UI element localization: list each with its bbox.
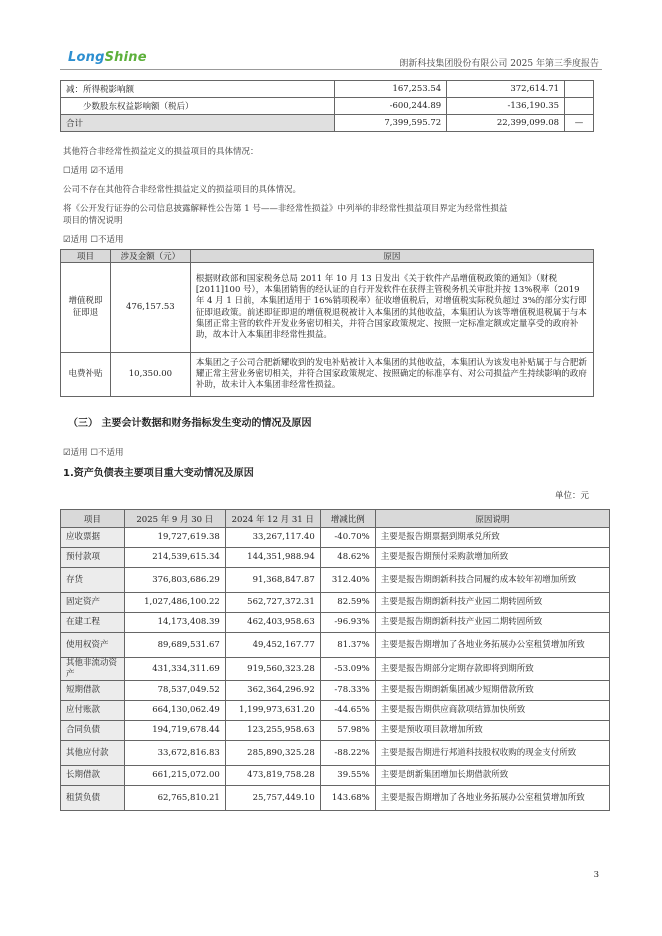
recurring-items-table <box>60 249 594 397</box>
value-2025-cell: 14,173,408.39 <box>124 613 225 633</box>
table-row <box>61 98 594 115</box>
value-2025-cell: 664,130,062.49 <box>124 701 225 721</box>
cell-value: 7,399,595.72 <box>335 115 447 132</box>
change-pct-cell: 48.62% <box>320 548 375 568</box>
row-label: 合计 <box>61 115 335 132</box>
change-pct-cell: 312.40% <box>320 568 375 593</box>
applicable-checkbox-line: ☑适用 ☐不适用 <box>63 448 124 458</box>
table-header-row <box>61 510 610 528</box>
table-row <box>61 263 594 353</box>
change-pct-cell: 82.59% <box>320 593 375 613</box>
reason-cell: 主要是报告期预付采购款增加所致 <box>375 548 609 568</box>
table-row <box>61 681 610 701</box>
section-title: （三） 主要会计数据和财务指标发生变动的情况及原因 <box>68 418 312 429</box>
reason-cell: 主要是报告期增加了各地业务拓展办公室租赁增加所致 <box>375 786 609 811</box>
logo-main: Long <box>68 50 105 65</box>
applicable-checkbox-line: ☐适用 ☑不适用 <box>63 166 124 176</box>
change-pct-cell: 143.68% <box>320 786 375 811</box>
column-header: 2024 年 12 月 31 日 <box>225 510 320 528</box>
item-cell: 存货 <box>61 568 125 593</box>
item-cell: 应付账款 <box>61 701 125 721</box>
value-2024-cell: 562,727,372.31 <box>225 593 320 613</box>
value-2024-cell: 919,560,323.28 <box>225 658 320 681</box>
amount-cell: 476,157.53 <box>110 263 190 353</box>
item-cell: 预付款项 <box>61 548 125 568</box>
change-pct-cell: -78.33% <box>320 681 375 701</box>
column-header: 项目 <box>61 510 125 528</box>
value-2024-cell: 25,757,449.10 <box>225 786 320 811</box>
value-2025-cell: 1,027,486,100.22 <box>124 593 225 613</box>
cell-value <box>565 81 594 98</box>
value-2024-cell: 144,351,988.94 <box>225 548 320 568</box>
cell-value: -136,190.35 <box>447 98 565 115</box>
value-2025-cell: 19,727,619.38 <box>124 528 225 548</box>
item-cell: 长期借款 <box>61 766 125 786</box>
change-pct-cell: -40.70% <box>320 528 375 548</box>
table-row <box>61 593 610 613</box>
row-label: 减：所得税影响额 <box>61 81 335 98</box>
reason-cell: 主要是报告期朗新集团减少短期借款所致 <box>375 681 609 701</box>
item-cell: 增值税即征即退 <box>61 263 111 353</box>
cell-value: — <box>565 115 594 132</box>
report-title: 朗新科技集团股份有限公司 2025 年第三季度报告 <box>399 59 599 69</box>
applicable-checkbox-line: ☑适用 ☐不适用 <box>63 235 124 245</box>
value-2025-cell: 376,803,686.29 <box>124 568 225 593</box>
column-header: 项目 <box>61 250 111 263</box>
row-label: 少数股东权益影响额（税后） <box>61 98 335 115</box>
item-cell: 其他非流动资产 <box>61 658 125 681</box>
value-2024-cell: 462,403,958.63 <box>225 613 320 633</box>
cell-value: -600,244.89 <box>335 98 447 115</box>
header-divider <box>60 69 602 70</box>
reason-cell: 主要是报告期朗新科技产业园二期转固所致 <box>375 593 609 613</box>
value-2024-cell: 473,819,758.28 <box>225 766 320 786</box>
reason-cell: 主要是预收项目款增加所致 <box>375 721 609 741</box>
item-cell: 租赁负债 <box>61 786 125 811</box>
value-2025-cell: 78,537,049.52 <box>124 681 225 701</box>
table-row <box>61 766 610 786</box>
column-header: 增减比例 <box>320 510 375 528</box>
value-2024-cell: 33,267,117.40 <box>225 528 320 548</box>
item-cell: 在建工程 <box>61 613 125 633</box>
value-2025-cell: 62,765,810.21 <box>124 786 225 811</box>
value-2024-cell: 1,199,973,631.20 <box>225 701 320 721</box>
table-row <box>61 741 610 766</box>
change-pct-cell: -96.93% <box>320 613 375 633</box>
table-row <box>61 353 594 397</box>
logo-accent: Shine <box>104 50 147 65</box>
reason-cell: 主要是报告期供应商款项结算加快所致 <box>375 701 609 721</box>
cell-value: 167,253.54 <box>335 81 447 98</box>
table-row <box>61 786 610 811</box>
reason-cell: 主要是报告期票据到期承兑所致 <box>375 528 609 548</box>
table-row <box>61 528 610 548</box>
company-logo <box>68 50 147 65</box>
balance-sheet-changes-table <box>60 509 610 811</box>
amount-cell: 10,350.00 <box>110 353 190 397</box>
change-pct-cell: -53.09% <box>320 658 375 681</box>
item-cell: 其他应付款 <box>61 741 125 766</box>
reason-cell: 主要是报告期增加了各地业务拓展办公室租赁增加所致 <box>375 633 609 658</box>
nonrecurring-summary-table <box>60 80 594 132</box>
table-row <box>61 568 610 593</box>
change-pct-cell: -88.22% <box>320 741 375 766</box>
reason-cell: 主要是报告期朗新科技合同履约成本较年初增加所致 <box>375 568 609 593</box>
change-pct-cell: 81.37% <box>320 633 375 658</box>
change-pct-cell: 39.55% <box>320 766 375 786</box>
table-row <box>61 658 610 681</box>
table-row <box>61 548 610 568</box>
reason-cell: 主要是报告期部分定期存款即将到期所致 <box>375 658 609 681</box>
paragraph: 公司不存在其他符合非经常性损益定义的损益项目的具体情况。 <box>63 185 302 195</box>
change-pct-cell: 57.98% <box>320 721 375 741</box>
table-row <box>61 81 594 98</box>
value-2025-cell: 33,672,816.83 <box>124 741 225 766</box>
paragraph: 项目的情况说明 <box>63 216 123 226</box>
reason-cell: 主要是朗新集团增加长期借款所致 <box>375 766 609 786</box>
table-row <box>61 115 594 132</box>
paragraph: 将《公开发行证券的公司信息披露解释性公告第 1 号——非经常性损益》中列举的非经常性损益项目界定为经常性损益 <box>63 204 508 214</box>
table-row <box>61 701 610 721</box>
cell-value <box>565 98 594 115</box>
change-pct-cell: -44.65% <box>320 701 375 721</box>
subsection-title: 1.资产负债表主要项目重大变动情况及原因 <box>63 468 254 479</box>
table-row <box>61 613 610 633</box>
value-2024-cell: 91,368,847.87 <box>225 568 320 593</box>
value-2025-cell: 214,539,615.34 <box>124 548 225 568</box>
value-2024-cell: 123,255,958.63 <box>225 721 320 741</box>
value-2025-cell: 661,215,072.00 <box>124 766 225 786</box>
column-header: 原因 <box>190 250 593 263</box>
value-2024-cell: 285,890,325.28 <box>225 741 320 766</box>
item-cell: 固定资产 <box>61 593 125 613</box>
column-header: 原因说明 <box>375 510 609 528</box>
value-2025-cell: 89,689,531.67 <box>124 633 225 658</box>
column-header: 2025 年 9 月 30 日 <box>124 510 225 528</box>
column-header: 涉及金额（元） <box>110 250 190 263</box>
page-number: 3 <box>593 870 599 880</box>
item-cell: 电费补贴 <box>61 353 111 397</box>
item-cell: 短期借款 <box>61 681 125 701</box>
table-row <box>61 721 610 741</box>
table-row <box>61 633 610 658</box>
paragraph: 其他符合非经常性损益定义的损益项目的具体情况： <box>63 147 259 157</box>
value-2024-cell: 362,364,296.92 <box>225 681 320 701</box>
value-2024-cell: 49,452,167.77 <box>225 633 320 658</box>
reason-cell: 本集团之子公司合肥新耀收到的发电补贴被计入本集团的其他收益，本集团认为该发电补贴属于与合肥新耀正常主营业务密切相关，并符合国家政策规定、按照确定的标准享有、对公司损益产生持续影响的政府补助，故未计入本集团非经常性损益。 <box>190 353 593 397</box>
reason-cell: 主要是报告期朗新科技产业园二期转固所致 <box>375 613 609 633</box>
cell-value: 372,614.71 <box>447 81 565 98</box>
unit-label: 单位：元 <box>554 491 589 501</box>
value-2025-cell: 194,719,678.44 <box>124 721 225 741</box>
table-header-row <box>61 250 594 263</box>
item-cell: 使用权资产 <box>61 633 125 658</box>
item-cell: 合同负债 <box>61 721 125 741</box>
reason-cell: 主要是报告期进行邦道科技股权收购的现金支付所致 <box>375 741 609 766</box>
value-2025-cell: 431,334,311.69 <box>124 658 225 681</box>
item-cell: 应收票据 <box>61 528 125 548</box>
reason-cell: 根据财政部和国家税务总局 2011 年 10 月 13 日发出《关于软件产品增值税政策的通知》（财税[2011]100 号），本集团销售的经认证的自行开发软件在获得主管税务机关审批并按 13%税率（2019 年 4 月 1 日前，本集团适用于 16%销项税率）征收增值税后，对增值税实际税负超过 3%的部分实行即征即退政策。前述即征即退的增值税退税被计入本集团的其他收益，本集团认为该等增值税退税属于与本集团正常主营的软件开发业务密切相关，并符合国家政策规定、按照一定标准定额或定量享受的政府补助，故本计入本集团非经常性损益。 <box>190 263 593 353</box>
cell-value: 22,399,099.08 <box>447 115 565 132</box>
